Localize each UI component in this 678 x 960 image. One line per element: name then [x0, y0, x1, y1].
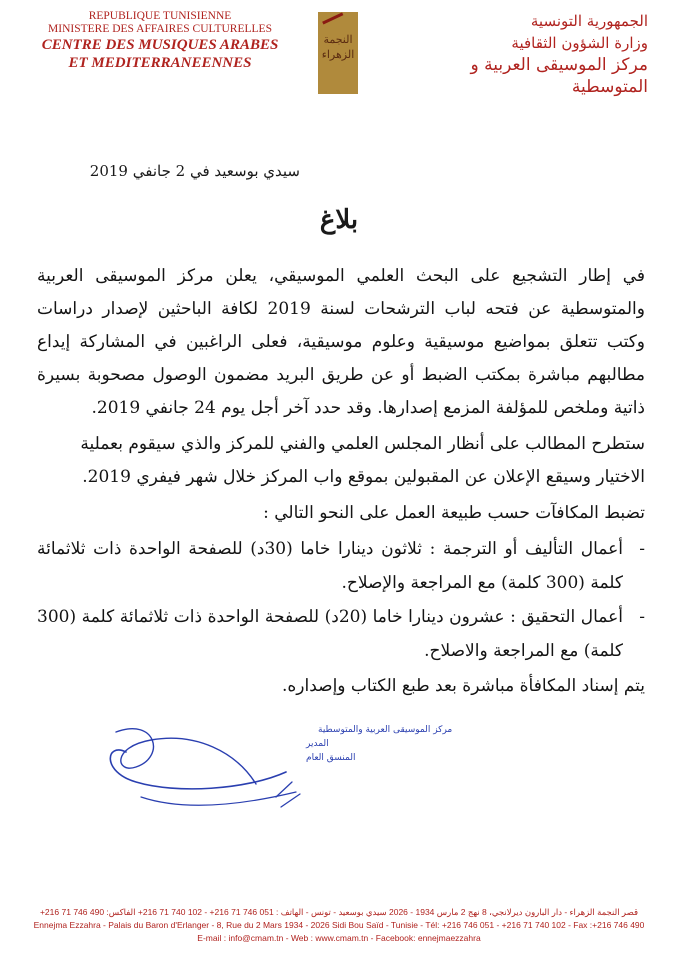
reward-item-text: أعمال التأليف أو الترجمة : ثلاثون دينارا خاما (30د) للصفحة الواحدة ذات ثلاثمائة كلمة (300 كلمة) مع المراجعة والإصلاح.	[37, 539, 623, 593]
reward-item-authoring	[37, 532, 645, 600]
stamp-line-1: مركز الموسيقى العربية والمتوسطية	[318, 725, 453, 735]
header-ar-republic: الجمهورية التونسية	[530, 12, 648, 30]
header-arabic-block	[408, 10, 648, 98]
header-centre-name-2: ET MEDITERRANEENNES	[68, 55, 252, 71]
reward-item-editing	[37, 600, 645, 668]
reward-item-text: أعمال التحقيق : عشرون دينارا خاما (20د) للصفحة الواحدة ذات ثلاثمائة كلمة (300 كلمة) مع المراجعة والاصلاح.	[37, 607, 623, 661]
rewards-intro: تضبط المكافآت حسب طبيعة العمل على النحو التالي :	[263, 503, 645, 523]
footer-address-fr: Ennejma Ezzahra - Palais du Baron d'Erlanger - 8, Rue du 2 Mars 1934 - 2026 Sidi Bou Saïd - Tunisie - Tél: +216 746 051 - +216 71 740 102 - Fax :+216 746 490	[33, 920, 645, 930]
stamp-line-2: المدير	[306, 739, 329, 749]
closing-sentence: يتم إسناد المكافأة مباشرة بعد طبع الكتاب وإصداره.	[281, 676, 645, 696]
header-french-block	[40, 10, 280, 72]
document-date: سيدي بوسعيد في 2 جانفي 2019	[89, 162, 300, 180]
header-ar-centre: مركز الموسيقى العربية و المتوسطية	[470, 55, 648, 97]
signature-stroke	[141, 792, 296, 805]
logo-text: النجمة الزهراء	[321, 33, 355, 61]
page-footer	[0, 906, 678, 945]
signature-stroke	[276, 782, 300, 807]
bullet-marker: -	[639, 539, 645, 559]
footer-address-ar: قصر النجمة الزهراء - دار البارون ديرلانجي، 8 نهج 2 مارس 1934 - 2026 سيدي بوسعيد - تونس - الهاتف : 051 746 71 216+ - 102 740 71 216+ الفاكس: 490 746 71 216+	[39, 907, 639, 917]
document-title: بلاغ	[319, 205, 359, 235]
centre-logo	[318, 12, 358, 94]
footer-contact: E-mail : info@cmam.tn - Web : www.cmam.tn - Facebook: ennejmaezzahra	[197, 933, 481, 943]
stamp-line-3: المنسق العام	[306, 753, 356, 763]
header-ministry: MINISTERE DES AFFAIRES CULTURELLES	[48, 23, 272, 35]
paragraph-announcement: في إطار التشجيع على البحث العلمي الموسيقي، يعلن مركز الموسيقى العربية والمتوسطية عن فتحه لباب الترشحات لسنة 2019 لكافة الباحثين لإصدار دراسات وكتب تتعلق بمواضيع موسيقية وعلوم موسيقية، فعلى الراغبين في المشاركة إيداع مطالبهم مباشرة بمكتب الضبط أو عن طريق البريد مضمون الوصول مصحوبة بسيرة ذاتية وملخص للمؤلفة المزمع إصدارها. وقد حدد آخر أجل يوم 24 جانفي 2019.	[37, 266, 645, 418]
paragraph-selection: ستطرح المطالب على أنظار المجلس العلمي والفني للمركز والذي سيقوم بعملية الاختيار وسيقع الإعلان عن المقبولين بموقع واب المركز خلال شهر فيفري 2019.	[80, 434, 645, 487]
header-centre-name: CENTRE DES MUSIQUES ARABES	[41, 37, 279, 53]
bullet-marker: -	[639, 607, 645, 627]
header-republic: REPUBLIQUE TUNISIENNE	[88, 10, 232, 22]
header-ar-ministry: وزارة الشؤون الثقافية	[511, 34, 648, 52]
document-body	[37, 260, 645, 702]
signature-stroke	[110, 750, 286, 789]
signature-stroke	[116, 729, 256, 784]
signature-stamp	[96, 712, 453, 822]
